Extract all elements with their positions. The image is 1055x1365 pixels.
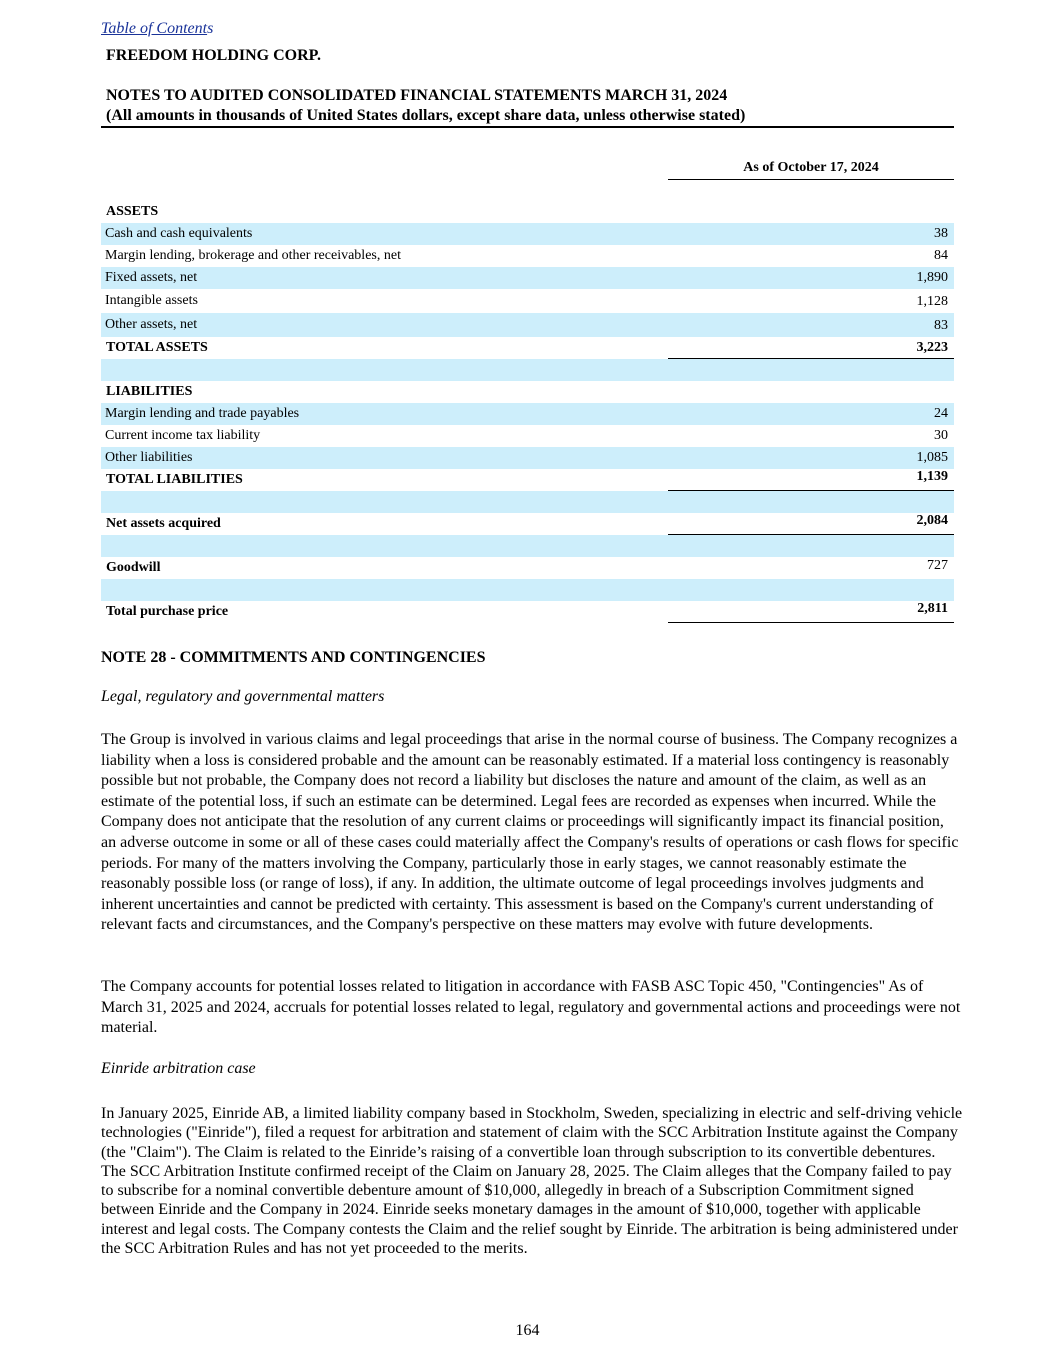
table-row-goodwill [101,557,954,579]
row-value: 84 [934,248,948,263]
underline [668,622,954,623]
notes-title: NOTES TO AUDITED CONSOLIDATED FINANCIAL STATEMENTS MARCH 31, 2024 [106,87,728,104]
table-row [101,425,954,447]
table-row [101,201,954,223]
toc-link-text[interactable]: Table of Content [101,20,208,37]
toc-link-tail: s [207,20,214,37]
table-row [101,245,954,267]
legal-matters-paragraph-1: The Group is involved in various claims and legal proceedings that arise in the normal course of business. The Company recognizes a liability when a loss is considered probable and the amount can be reasonably estimated. If a material loss contingency is reasonably possible but not probable, the Company does not record a liability but discloses the nature and amount of the claim, as well as an estimate of the potential loss, if such an estimate can be determined. Legal fees are recorded as expenses when incurred. While the Company does not anticipate that the resolution of any current claims or proceedings will significantly impact its financial position, an adverse outcome in some or all of these cases could materially affect the Company's results of operations or cash flows for specific periods. For many of the matters involving the Company, particularly those in early stages, we cannot reasonably estimate the reasonably possible loss (or range of loss), if any. In addition, the ultimate outcome of legal proceedings involves judgments and inherent uncertainties and cannot be predicted with certainty. This assessment is based on the Company's current understanding of relevant facts and circumstances, and the Company's perspective on these matters may evolve with future developments. [101,731,959,934]
row-label: Cash and cash equivalents [105,226,253,241]
liabilities-heading: LIABILITIES [106,384,193,399]
row-label: Other liabilities [105,450,193,465]
company-name: FREEDOM HOLDING CORP. [106,47,321,64]
row-value: 2,084 [916,513,948,528]
row-label: Fixed assets, net [105,270,198,285]
header-rule [101,126,954,128]
row-value: 1,085 [916,450,948,465]
table-row [101,223,954,245]
spacer-row [101,491,954,513]
table-row [101,313,954,337]
row-label: TOTAL LIABILITIES [106,472,243,487]
row-label: Total purchase price [106,604,229,619]
row-label: Goodwill [106,560,161,575]
spacer-row [101,535,954,557]
row-label: Intangible assets [105,293,198,308]
table-row [101,289,954,313]
row-value: 83 [934,318,948,333]
row-label: Net assets acquired [106,516,221,531]
row-value: 727 [927,558,948,573]
einride-paragraph: In January 2025, Einride AB, a limited liability company based in Stockholm, Sweden, specializing in electric and self-driving vehicle technologies ("Einride"), filed a request for arbitration and statement of claim with the SCC Arbitration Institute against the Company (the "Claim"). The Claim is related to the Einride’s raising of a convertible loan through subscription to its convertible debentures. The SCC Arbitration Institute confirmed receipt of the Claim on January 28, 2025. The Claim alleges that the Company failed to pay to subscribe for a nominal convertible debenture amount of $10,000, allegedly in breach of a Subscription Commitment signed between Einride and the Company in 2024. Einride seeks monetary damages in the amount of $10,000, together with applicable interest and legal costs. The Company contests the Claim and the relief sought by Einride. The arbitration is being administered under the SCC Arbitration Rules and has not yet proceeded to the merits. [101,1105,963,1258]
notes-title-block [106,86,745,126]
table-of-contents-link[interactable] [101,20,213,38]
row-value: 30 [934,428,948,443]
assets-heading: ASSETS [106,204,159,219]
row-label: TOTAL ASSETS [106,340,208,355]
row-label: Margin lending, brokerage and other receivables, net [105,248,401,263]
row-value: 2,811 [917,601,948,616]
row-value: 3,223 [916,340,948,355]
table-row [101,267,954,289]
notes-subtitle: (All amounts in thousands of United States dollars, except share data, unless otherwise stated) [106,107,746,124]
row-value: 1,128 [916,294,948,309]
column-header: As of October 17, 2024 [668,160,954,180]
spacer-row [101,359,954,381]
row-value: 1,890 [916,270,948,285]
einride-heading: Einride arbitration case [101,1060,256,1077]
row-value: 24 [934,406,948,421]
table-row [101,381,954,403]
row-value: 38 [934,226,948,241]
row-label: Margin lending and trade payables [105,406,300,421]
legal-matters-heading: Legal, regulatory and governmental matters [101,688,385,705]
row-label: Other assets, net [105,317,198,332]
row-value: 1,139 [916,469,948,484]
spacer-row [101,579,954,601]
table-row-net-assets [101,513,954,535]
row-label: Current income tax liability [105,428,261,443]
table-row [101,403,954,425]
table-row-total-assets [101,337,954,359]
table-row-total-purchase [101,601,954,623]
legal-matters-paragraph-2: The Company accounts for potential losses related to litigation in accordance with FASB ASC Topic 450, "Contingencies" As of March 31, 2025 and 2024, accruals for potential losses related to legal, regulatory and governmental actions and proceedings were not material. [101,978,961,1037]
table-row-total-liabilities [101,469,954,491]
page-number: 164 [515,1322,540,1339]
purchase-allocation-table [101,201,954,623]
note-28-title: NOTE 28 - COMMITMENTS AND CONTINGENCIES [101,649,486,666]
table-row [101,447,954,469]
